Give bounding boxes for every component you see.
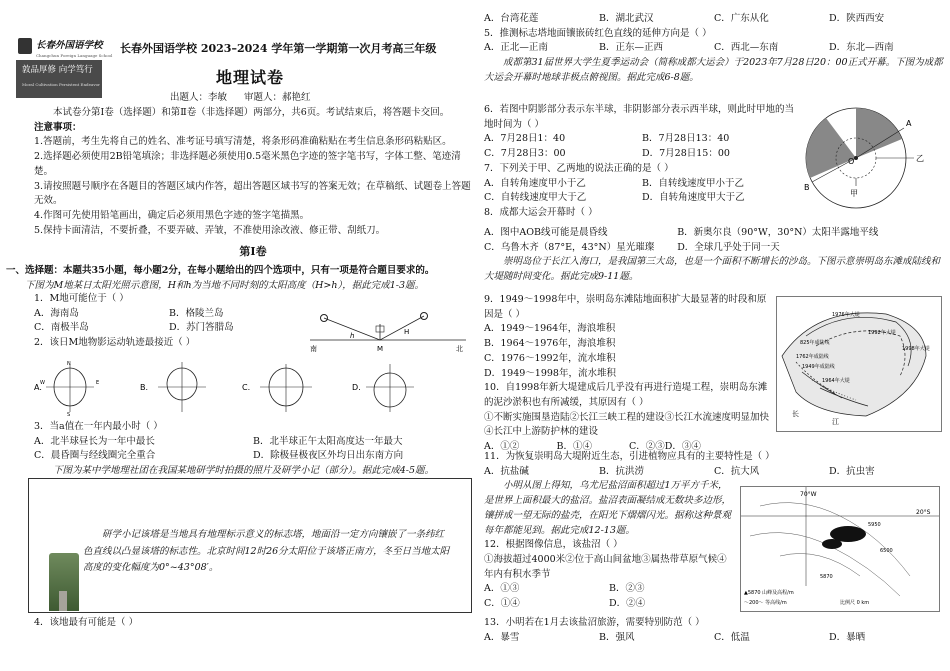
q11-options: [484, 465, 944, 480]
q4-opts-block: [484, 12, 944, 86]
q2-dir-s: S: [67, 412, 71, 416]
authors: [170, 91, 325, 106]
lbl-1992: 1992年大堤: [868, 330, 896, 336]
stem-6-8: 成都第31届世界大学生夏季运动会（简称成都大运会）于2023年7月28日20：00正式开幕。下图为成都大运会开幕时地球非极点俯视图。据此完成6-8题。: [484, 57, 943, 83]
q3-options: [34, 435, 472, 464]
q13-opt-c[interactable]: C．低温: [714, 631, 750, 643]
q12-opt-d[interactable]: D．②④: [609, 598, 646, 610]
q9-opt-a[interactable]: A．1949～1964年，海浪堆积: [484, 323, 616, 335]
q2-dir-n: N: [67, 361, 71, 367]
q5-opt-c[interactable]: C．西北—东南: [714, 42, 779, 54]
q8-opts-block: [484, 226, 944, 285]
map-lat: 20°S: [916, 509, 931, 516]
lbl-825: 825年成陆线: [800, 340, 830, 346]
q5-opt-b[interactable]: B．正东—正西: [599, 42, 663, 54]
orbit-c: [242, 364, 312, 412]
q2-label-a: A.: [34, 383, 42, 392]
q6-options: [484, 132, 800, 161]
q10-text: 10．自1998年新大堤建成后几乎没有再进行造堤工程，崇明岛东滩的泥沙淤积也有所减缓，其原因有（ ）: [484, 382, 768, 409]
salt-map-figure: [740, 486, 940, 612]
note-1: 1.答题前，考生先将自己的姓名、准考证号填写清楚，将条形码准确粘贴在考生信息条形码粘贴区。: [34, 136, 452, 148]
salt-flat-shape-2: [822, 539, 842, 549]
q3-block: [34, 420, 472, 479]
logo-cn: 长春外国语学校: [36, 40, 103, 51]
q9-10-block: [484, 293, 774, 455]
q10-items: ①不断实施围垦造陆②长江三峡工程的建设③长江水流速度明显加快④长江中上游防护林的建设: [484, 411, 770, 438]
map-legend-2: ～200～ 等高线/m: [744, 600, 787, 606]
school-crest-icon: [18, 38, 32, 54]
q7-opt-c[interactable]: C．自转线速度甲大于乙: [484, 192, 587, 204]
q6-7-block: [484, 103, 800, 221]
lbl-1998: 1998年大堤: [902, 346, 930, 352]
logo-motto-band: [16, 60, 102, 98]
q9-opt-c[interactable]: C．1976～1992年，流水堆积: [484, 352, 616, 364]
q9-options: [484, 322, 774, 381]
right-column: [484, 0, 944, 671]
q13-opt-d[interactable]: D．暴晒: [829, 631, 866, 643]
globe-B: B: [804, 183, 810, 192]
q11-text: 11．为恢复崇明岛大堤附近生态，引进植物应具有的主要特性是（ ）: [484, 451, 775, 462]
q13-opt-b[interactable]: B．强风: [599, 631, 635, 643]
section-title: 第Ⅰ卷: [239, 245, 267, 258]
q8-opt-c[interactable]: C．乌鲁木齐（87°E，43°N）星光璀璨: [484, 241, 655, 253]
notes-heading: 注意事项：: [34, 121, 82, 133]
map-h3: 5870: [820, 574, 833, 580]
q4-opt-d[interactable]: D．陕西西安: [829, 13, 885, 24]
q11-opt-b[interactable]: B．抗洪涝: [599, 465, 644, 477]
fig1-M: M: [377, 345, 384, 353]
section-instruction: 一、选择题：本题共35小题，每小题2分，在每小题给出的四个选项中，只有一项是符合题目要求的。: [6, 265, 435, 277]
fig1-H: H: [404, 328, 410, 336]
q2-label-c: C.: [242, 383, 251, 392]
q7-text: 7．下列关于甲、乙两地的说法正确的是（ ）: [484, 162, 674, 174]
q4-block: [34, 616, 472, 631]
q1-block: [34, 292, 304, 351]
logo-motto: 敦品厚修 向学笃行: [22, 65, 93, 75]
q2-figures: [34, 360, 472, 416]
q4-options: [484, 12, 944, 27]
q4-text: 4．该地最有可能是（ ）: [34, 617, 139, 628]
logo-motto-en: Moral Cultivation Persistent Endeavor: [22, 82, 100, 87]
q10-opt-cd[interactable]: C．②③D．③④: [629, 441, 701, 453]
photo-note: 研学小记该塔是当地具有地理标示意义的标志塔，地面沿一定方向镶嵌了一条纬红色直线以凸显该塔的标志性。北京时间12时26分太阳位于该塔正南方，冬至日当地太阳高度的变化幅度为0°~43°08′。: [83, 529, 450, 574]
q11-opt-a[interactable]: A．抗盐碱: [484, 465, 529, 477]
q7-opt-d[interactable]: D．自转角速度甲大于乙: [642, 192, 745, 204]
globe-O: O: [848, 157, 855, 166]
pole-point: [854, 156, 858, 160]
q2-text: 2．该日M地物影运动轨迹最接近（ ）: [34, 337, 196, 349]
q6-opt-b[interactable]: B．7月28日13：40: [642, 133, 730, 145]
q8-opt-d[interactable]: D．全球几乎处于同一天: [677, 241, 780, 253]
lbl-1964: 1964年大堤: [822, 378, 850, 384]
q13-options: [484, 631, 944, 646]
q2-dir-e: E: [96, 380, 100, 386]
tower-photo: [49, 553, 79, 611]
reviewer: 审题人：郝艳红: [244, 92, 311, 103]
q12-opt-c[interactable]: C．①④: [484, 598, 520, 610]
q1-opt-b[interactable]: B．格陵兰岛: [169, 307, 224, 319]
globe-A: A: [906, 119, 912, 128]
q3-opt-b[interactable]: B．北半球正午太阳高度达一年最大: [253, 435, 403, 447]
lbl-1949: 1949年成陆线: [802, 364, 835, 370]
setter: 出题人：李敏: [170, 92, 228, 103]
orbit-d: [352, 364, 414, 412]
q5-opt-a[interactable]: A．正北—正南: [484, 42, 548, 54]
stem-12-13: 小明从图上得知，乌尤尼盐沼面积超过1万平方千米，是世界上面积最大的盐沼。盐沼表面凝结成无数块多边形，镶拼成一望无际的盐壳，在阳光下熠熠闪光。据称这种景观每年都能见到。据此完成12-13题。: [484, 480, 732, 536]
lbl-1762: 1762年成陆线: [796, 354, 829, 360]
q5-opt-d[interactable]: D．东北—西南: [829, 42, 894, 54]
sun-angle-figure: [306, 310, 472, 354]
q1-text: 1．M地可能位于（ ）: [34, 293, 129, 304]
q3-opt-a[interactable]: A．北半球昼长为一年中最长: [34, 435, 155, 447]
q6-opt-c[interactable]: C．7月28日3：00: [484, 148, 566, 160]
globe-figure: [802, 104, 932, 212]
map-lon: 70°W: [800, 491, 817, 498]
sun-ray-H: [380, 316, 424, 340]
q7-options: [484, 177, 800, 206]
q7-opt-b[interactable]: B．自转线速度甲小于乙: [642, 177, 744, 189]
q12-opt-a[interactable]: A．①③: [484, 583, 520, 595]
map-legend-1: ▲5870 山峰及高程/m: [744, 590, 794, 596]
globe-jia: 甲: [850, 189, 858, 198]
orbit-b: [140, 362, 206, 412]
q3-text: 3．当a值在一年内最小时（ ）: [34, 421, 163, 432]
q8-opt-a[interactable]: A．图中AOB线可能是晨昏线: [484, 227, 608, 238]
q8-options: [484, 226, 944, 255]
note-4: 4.作图可先使用铅笔画出，确定后必须用黑色字迹的签字笔描黑。: [34, 210, 310, 222]
q11-opt-c[interactable]: C．抗大风: [714, 465, 760, 477]
q10-opt-b[interactable]: B．①④: [556, 441, 592, 453]
map-legend-3: 比例尺 0 km: [840, 600, 870, 606]
note-5: 5.保持卡面清洁，不要折叠，不要弄破、弄皱，不准使用涂改液、修正带、刮纸刀。: [34, 224, 386, 236]
note-2: 2.选择题必须使用2B铅笔填涂；非选择题必须使用0.5毫米黑色字迹的签字笔书写，字体工整、笔迹清楚。: [34, 151, 461, 177]
globe-yi: 乙: [916, 154, 924, 163]
island-figure: [776, 296, 942, 432]
logo-en: Changchun Foreign Language School: [36, 53, 113, 58]
q11-opt-d[interactable]: D．抗虫害: [829, 465, 875, 477]
lbl-1976: 1976年大堤: [832, 312, 860, 318]
q12-items: ①海拔超过4000米②位于高山间盆地③属热带草原气候④年内有积水季节: [484, 554, 727, 580]
q9-opt-d[interactable]: D．1949～1998年，流水堆积: [484, 367, 616, 379]
q6-opt-d[interactable]: D．7月28日15：00: [642, 148, 730, 160]
q2-orbit-svg: [34, 360, 472, 416]
orbit-a: [34, 364, 94, 412]
stem-9-11: 崇明岛位于长江入海口，是我国第三大岛，也是一个面积不断增长的沙岛。下图示意崇明岛东滩成陆线和大堤随时间变化。据此完成9-11题。: [484, 256, 941, 283]
q9-opt-b[interactable]: B．1964～1976年，海浪堆积: [484, 338, 616, 350]
q1-options: [34, 307, 304, 336]
q1-opt-c[interactable]: C．南极半岛: [34, 322, 89, 334]
q12-options: [484, 582, 734, 611]
map-h2: 6500: [880, 548, 893, 554]
q5-text: 5．推测标志塔地面镶嵌砖红色直线的延伸方向是（ ）: [484, 27, 712, 39]
q1-opt-d[interactable]: D．苏门答腊岛: [169, 322, 234, 334]
q12-opt-b[interactable]: B．②③: [609, 583, 645, 595]
q12-text: 12．根据图像信息，该盐沼（ ）: [484, 539, 623, 551]
photo-note-box: [28, 478, 472, 613]
q13-block: [484, 616, 944, 645]
fig1-north: 北: [456, 345, 463, 353]
map-h1: 5950: [868, 522, 881, 528]
q5-options: [484, 41, 944, 56]
fig1-south: 南: [310, 345, 317, 353]
stem-1-3: 下图为M地某日太阳光照示意图，H和h为当地不同时刻的太阳高度（H>h），据此完成1-3题。: [25, 279, 425, 291]
q2-dir-w: W: [40, 380, 45, 386]
lbl-jiang: 江: [832, 418, 839, 426]
q9-text: 9．1949～1998年中，崇明岛东滩陆地面积扩大最显著的时段和原因是（ ）: [484, 294, 767, 320]
q2-label-d: D.: [352, 383, 361, 392]
q6-text: 6．若图中阴影部分表示东半球，非阴影部分表示西半球，则此时甲地的当地时间为（ ）: [484, 104, 795, 130]
q8-opt-b[interactable]: B．新奥尔良（90°W，30°N）太阳半露地平线: [677, 227, 879, 238]
subject-title: 地理试卷: [216, 68, 285, 87]
q13-opt-a[interactable]: A．暴雪: [484, 631, 520, 643]
intro: 本试卷分第Ⅰ卷（选择题）和第Ⅱ卷（非选择题）两部分，共6页。考试结束后，将答题卡交回。: [53, 107, 450, 118]
q8-text: 8．成都大运会开幕时（ ）: [484, 207, 598, 219]
q1-opt-a[interactable]: A．海南岛: [34, 307, 79, 319]
q3-opt-d[interactable]: D．除极昼极夜区外均日出东南方向: [253, 450, 404, 462]
section-1: [6, 243, 472, 293]
q7-opt-a[interactable]: A．自转角速度甲小于乙: [484, 177, 586, 189]
q10-opt-a[interactable]: A．①②: [484, 441, 520, 453]
q13-text: 13．小明若在1月去该盐沼旅游，需要特别防范（ ）: [484, 617, 705, 628]
instructions: [34, 106, 472, 238]
q2-label-b: B.: [140, 383, 149, 392]
q4-opt-a[interactable]: A．台湾花莲: [484, 13, 539, 24]
q6-opt-a[interactable]: A．7月28日1：40: [484, 133, 566, 145]
note-3: 3.请按照题号顺序在各题目的答题区域内作答，超出答题区域书写的答案无效；在草稿纸、试题卷上答题无效。: [34, 180, 471, 207]
exam-title: 长春外国语学校 2023–2024 学年第一学期第一次月考高三年级: [120, 42, 437, 55]
q4-opt-b[interactable]: B．湖北武汉: [599, 13, 654, 24]
school-logo: [16, 36, 113, 98]
stem-4-5: 下图为某中学地理社团在我国某地研学时拍摄的照片及研学小记（部分）。据此完成4-5题。: [53, 465, 435, 477]
q3-opt-c[interactable]: C．晨昏圈与经线圈完全重合: [34, 450, 156, 462]
lbl-chang: 长: [792, 410, 799, 418]
fig1-h: h: [350, 332, 355, 340]
q4-opt-c[interactable]: C．广东从化: [714, 13, 769, 24]
